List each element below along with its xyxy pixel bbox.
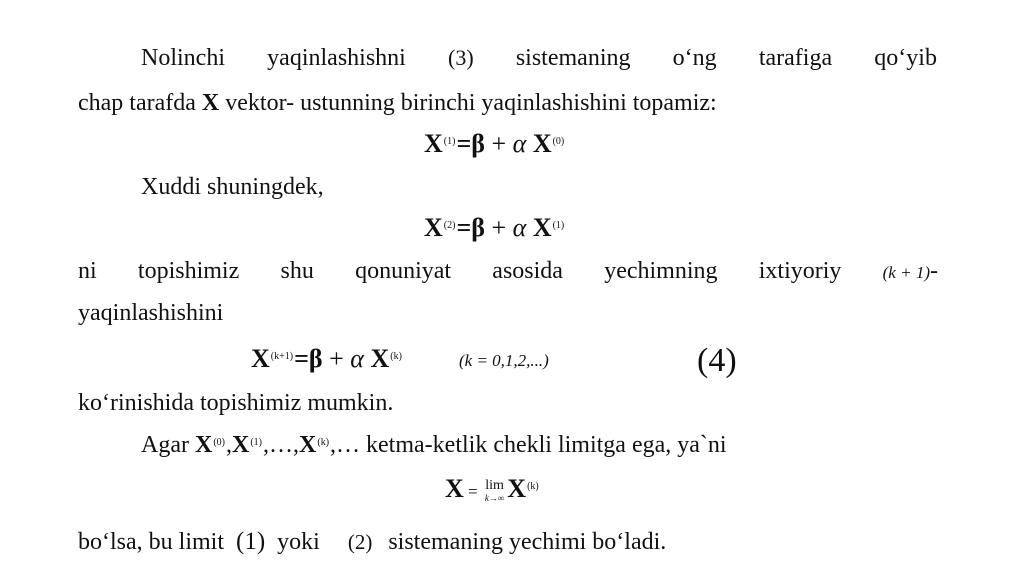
- text: chap tarafda: [78, 90, 202, 116]
- vector-x: X: [251, 344, 270, 373]
- vector-x: X: [532, 129, 552, 158]
- lim-text: lim: [485, 478, 504, 494]
- beta: β: [471, 213, 485, 242]
- equals: =: [456, 213, 472, 242]
- superscript: (0): [552, 136, 565, 147]
- superscript: (2): [443, 220, 456, 231]
- dash: -: [929, 258, 938, 284]
- vector-x: X: [370, 344, 390, 373]
- equals: =: [294, 344, 309, 373]
- word: yechimning: [604, 258, 718, 284]
- text: ,… ketma-ketlik chekli limitga ega, ya`ni: [330, 432, 727, 458]
- text: Xuddi shuningdek,: [141, 174, 324, 200]
- word: topishimiz: [137, 258, 240, 284]
- text: sistemaning yechimi bo‘ladi.: [388, 529, 667, 555]
- equation-2: [424, 213, 565, 243]
- paragraph-line-4: [78, 256, 938, 288]
- superscript: (0): [213, 437, 225, 448]
- vector-x: X: [445, 474, 464, 503]
- vector-x: X: [424, 213, 443, 242]
- equation-ref-3: (3): [448, 45, 474, 70]
- paragraph-line-6: [78, 388, 393, 418]
- vector-x: X: [532, 213, 552, 242]
- equation-1: [424, 129, 565, 159]
- text: vektor- ustunning birinchi yaqinlashishini topamiz:: [219, 90, 717, 116]
- vector-x: X: [201, 90, 220, 116]
- word: ni: [78, 258, 97, 284]
- paragraph-line-8: [78, 527, 666, 557]
- equals: =: [463, 482, 482, 501]
- equation-ref-2: (2): [347, 530, 373, 554]
- equation-3-condition: [459, 346, 549, 376]
- word: sistemaning: [515, 45, 631, 71]
- superscript: (1): [250, 437, 263, 448]
- paragraph-line-7: [141, 430, 727, 460]
- plus: +: [322, 344, 344, 373]
- word: shu: [280, 258, 314, 284]
- word: Nolinchi: [141, 45, 225, 71]
- equation-number: (4): [697, 342, 737, 379]
- paragraph-line-2: [78, 88, 717, 118]
- superscript: (k): [317, 437, 330, 448]
- condition-text: (k = 0,1,2,...): [459, 351, 549, 370]
- equation-3: [251, 344, 403, 374]
- equation-limit: [445, 474, 540, 507]
- vector-x: X: [232, 432, 250, 458]
- word: ixtiyoriy: [758, 258, 842, 284]
- text: bo‘lsa, bu limit: [78, 529, 224, 555]
- text: yoki: [277, 529, 320, 555]
- word: tarafiga: [758, 45, 833, 71]
- alpha: α: [512, 213, 527, 242]
- text: yaqinlashishini: [78, 300, 224, 326]
- plus: +: [484, 213, 507, 242]
- equation-ref-1: (1): [236, 528, 266, 555]
- paragraph-line-5: [78, 298, 223, 328]
- alpha: α: [350, 344, 364, 373]
- word: asosida: [492, 258, 563, 284]
- superscript: (k+1): [270, 351, 294, 362]
- ellipsis: ,…,: [263, 432, 300, 458]
- index-expression: [883, 256, 938, 288]
- paragraph-line-3: [141, 172, 324, 202]
- word: o‘ng: [672, 45, 717, 71]
- beta: β: [471, 129, 485, 158]
- equals: =: [456, 129, 472, 158]
- superscript: (k): [527, 481, 539, 492]
- vector-x: X: [299, 432, 317, 458]
- word: qonuniyat: [355, 258, 452, 284]
- plus: +: [484, 129, 507, 158]
- superscript: (1): [443, 136, 456, 147]
- k-plus-one: (k + 1): [882, 263, 930, 282]
- paragraph-line-1: [141, 43, 937, 73]
- vector-x: X: [194, 432, 213, 458]
- superscript: (1): [552, 220, 565, 231]
- alpha: α: [512, 129, 527, 158]
- text: Agar: [141, 432, 195, 458]
- vector-x: X: [507, 474, 527, 503]
- equation-number-4: [697, 342, 737, 380]
- lim-subscript: k→∞: [484, 493, 505, 504]
- text: ko‘rinishida topishimiz mumkin.: [78, 390, 394, 416]
- beta: β: [308, 344, 323, 373]
- separator: ,: [226, 432, 232, 458]
- limit-operator: [485, 479, 504, 503]
- vector-x: X: [424, 129, 443, 158]
- superscript: (k): [390, 351, 402, 362]
- word: yaqinlashishni: [267, 45, 406, 71]
- word: qo‘yib: [874, 45, 937, 71]
